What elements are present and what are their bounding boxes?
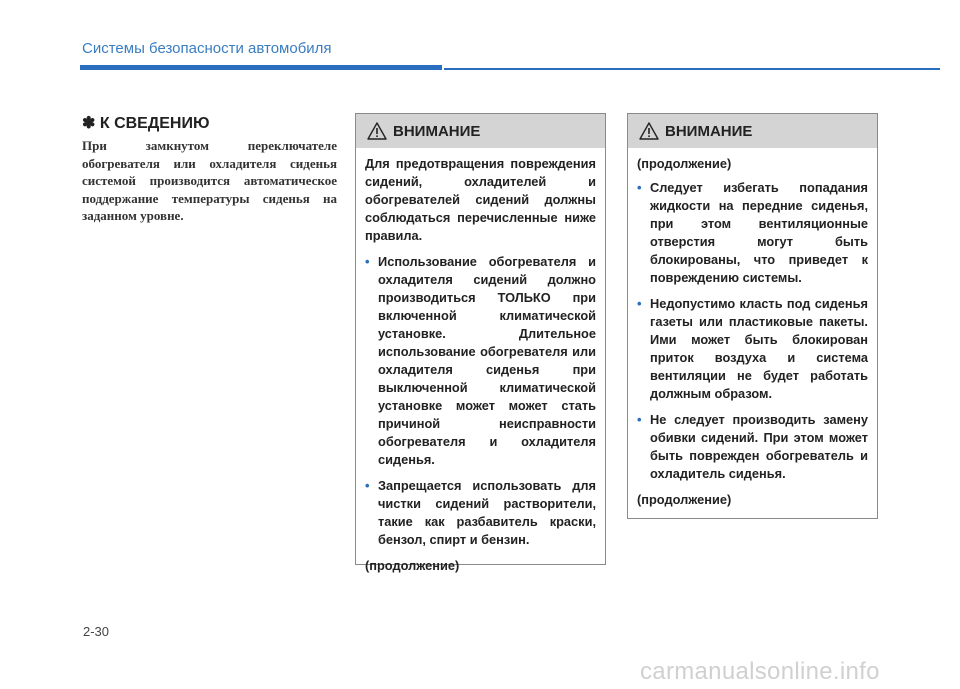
warning-triangle-icon bbox=[639, 122, 659, 140]
header-rule-thin bbox=[444, 68, 940, 70]
bullet-icon: • bbox=[365, 254, 370, 269]
warning-heading: ВНИМАНИЕ bbox=[393, 122, 481, 140]
list-item bbox=[637, 179, 868, 287]
list-item bbox=[637, 295, 868, 403]
warning-box-1-header bbox=[356, 114, 605, 148]
note-title: ✽ К СВЕДЕНИЮ bbox=[82, 115, 210, 132]
list-item-text: Недопустимо класть под сиденья газеты или пластиковые пакеты. Ими может быть блокирован приток воздуха и система вентиляции не будет работать должным образом. bbox=[650, 296, 868, 401]
header-rule-thick bbox=[80, 65, 442, 70]
warning-heading: ВНИМАНИЕ bbox=[665, 122, 753, 140]
list-item-text: Следует избегать попадания жидкости на передние сиденья, при этом вентиляционные отверстия могут быть блокированы, что приведет к повреждению системы. bbox=[650, 180, 868, 285]
warning-box-2 bbox=[627, 113, 878, 519]
warning-intro: Для предотвращения повреждения сидений, охладителей и обогревателей сидений должны соблюдаться перечисленные ниже правила. bbox=[365, 156, 596, 243]
bullet-icon: • bbox=[637, 412, 642, 427]
info-note bbox=[82, 113, 337, 225]
list-item bbox=[365, 477, 596, 549]
list-item-text: Запрещается использовать для чистки сидений растворители, такие как разбавитель краски, бензол, спирт и бензин. bbox=[378, 478, 596, 547]
note-body: При замкнутом переключателе обогревателя или охладителя сиденья системой производится автоматическое поддержание температуры сиденья на заданном уровне. bbox=[82, 138, 337, 223]
list-item bbox=[637, 411, 868, 483]
continued-label: (продолжение) bbox=[637, 492, 732, 507]
continuation-label: (продолжение) bbox=[637, 156, 732, 171]
bullet-icon: • bbox=[637, 296, 642, 311]
warning-box-2-header bbox=[628, 114, 877, 148]
continued-label: (продолжение) bbox=[365, 558, 460, 573]
section-title: Системы безопасности автомобиля bbox=[82, 40, 332, 57]
bullet-icon: • bbox=[365, 478, 370, 493]
bullet-icon: • bbox=[637, 180, 642, 195]
list-item-text: Использование обогревателя и охладителя сидений должно производиться ТОЛЬКО при включенной климатической установке. Длительное использование обогревателя или охладителя сиденья при выключенной климатической установке может может стать причиной неисправности обогревателя и охладителя сиденья. bbox=[378, 254, 596, 467]
warning-box-1 bbox=[355, 113, 606, 573]
list-item-text: Не следует производить замену обивки сидений. При этом может быть поврежден обогреватель и охладитель сиденья. bbox=[650, 412, 868, 481]
list-item bbox=[365, 253, 596, 469]
warning-box-2-body bbox=[628, 148, 877, 509]
page-number: 2-30 bbox=[83, 624, 110, 639]
warning-triangle-icon bbox=[367, 122, 387, 140]
warning-box-1-body bbox=[356, 148, 605, 575]
watermark: carmanualsonline.info bbox=[640, 658, 880, 685]
